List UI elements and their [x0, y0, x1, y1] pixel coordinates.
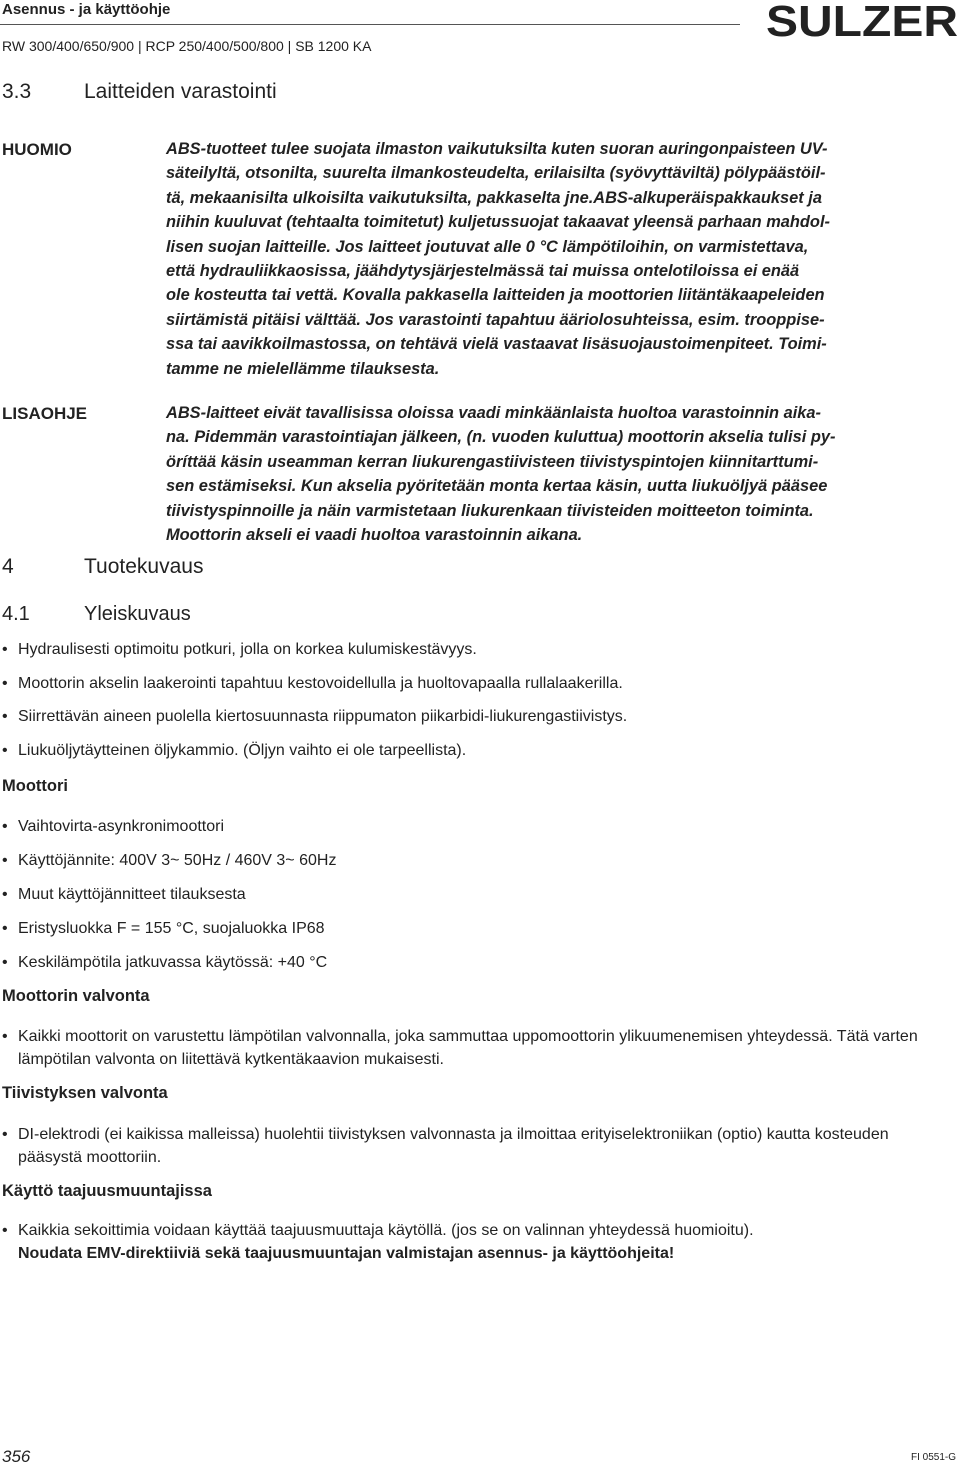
note-line: tä, mekaanisilta ulkoisilta vaikutuksilta, pakkaselta jne.ABS-alkuperäispakkaukset ja [166, 188, 822, 207]
note-line: ABS-tuotteet tulee suojata ilmaston vaikutuksilta kuten suoran auringonpaisteen UV- [166, 140, 828, 158]
vfd-list [2, 1220, 957, 1265]
info-line: sen estämiseksi. Kun akselia pyöritetään monta kertaa käsin, uutta liukuöljyä pääsee [166, 477, 828, 496]
note-line: ole kosteutta tai vettä. Kovalla pakkasella laitteiden ja moottorien liitäntäkaapeleiden [166, 286, 825, 305]
list-item [2, 1220, 957, 1265]
note-line: säteilyltä, otsonilta, suurelta ilmankosteudelta, erilaisilta (syövyttäviltä) pölypäästöil- [166, 164, 826, 183]
section-heading-4 [2, 555, 203, 579]
section-heading-4-1 [2, 603, 191, 626]
section-number: 3.3 [2, 80, 32, 103]
page-header [0, 0, 960, 70]
section-title: Laitteiden varastointi [84, 80, 277, 103]
document-models: RW 300/400/650/900 | RCP 250/400/500/800 | SB 1200 KA [2, 38, 372, 54]
list-item: • Vaihtovirta-asynkronimoottori [2, 816, 957, 839]
list-item: • Hydraulisesti optimoitu potkuri, jolla on korkea kulumiskestävyys. [2, 639, 957, 662]
document-code: FI 0551-G [910, 1452, 956, 1463]
list-item: • DI-elektrodi (ei kaikissa malleissa) huolehtii tiivistyksen valvonnasta ja ilmoittaa erityiselektroniikan (optio) kautta kosteuden pääsystä moottoriin. [2, 1124, 957, 1169]
list-item: • Käyttöjännite: 400V 3~ 50Hz / 460V 3~ 60Hz [2, 850, 957, 873]
section-title: Yleiskuvaus [84, 603, 191, 625]
section-heading-3-3 [2, 80, 277, 104]
list-item: • Liukuöljytäytteinen öljykammio. (Öljyn vaihto ei ole tarpeellista). [2, 740, 957, 763]
list-item: • Keskilämpötila jatkuvassa käytössä: +40 °C [2, 952, 957, 975]
motor-monitoring-heading: Moottorin valvonta [2, 987, 150, 1005]
note-line: niihin kuuluvat (tehtaalta toimitetut) kuljetussuojat takaavat yleensä parhaan mahdol- [166, 213, 830, 232]
vfd-bullet-text: Kaikkia sekoittimia voidaan käyttää taajuusmuuttaja käytöllä. (jos se on valinnan yhteydessä huomioitu). [18, 1222, 754, 1239]
seal-monitoring-heading: Tiivistyksen valvonta [2, 1084, 168, 1102]
list-item: • Moottorin akselin laakerointi tapahtuu kestovoidellulla ja huoltovapaalla rullalaakerilla. [2, 673, 957, 696]
list-item: • Siirrettävän aineen puolella kiertosuunnasta riippumaton piikarbidi-liukurengastiivistys. [2, 706, 957, 729]
header-divider [0, 24, 740, 25]
info-line: tiivistyspinnoille ja näin varmistetaan liukurenkaan tiivisteiden moitteeton toiminta. [166, 501, 814, 520]
section-number: 4.1 [2, 603, 30, 625]
note-label: HUOMIO [2, 140, 72, 159]
page-number: 356 [2, 1447, 31, 1466]
section-title: Tuotekuvaus [84, 555, 204, 578]
motor-monitoring-list [2, 1026, 957, 1071]
note-line: ssa tai aavikkoilmastossa, on tehtävä vielä vastaavat lisäsuojaustoimenpiteet. Toimi- [166, 335, 827, 354]
sulzer-logo [766, 0, 958, 40]
note-text [166, 137, 956, 381]
section-number: 4 [2, 555, 14, 578]
svg-text:SULZER: SULZER [766, 0, 958, 40]
list-item: • Kaikki moottorit on varustettu lämpötilan valvonnalla, joka sammuttaa uppomoottorin ylikuumenemisen yhteydessä. Tätä varten lämpötilan valvonta on liitettävä kytkentäkaavion mukaisesti. [2, 1026, 957, 1071]
info-text [166, 401, 956, 547]
note-line: lisen suojan laitteille. Jos laitteet joutuvat alle 0 °C lämpötiloihin, on varmistettava, [166, 237, 809, 256]
vfd-warning-text: Noudata EMV-direktiiviä sekä taajuusmuuntajan valmistajan asennus- ja käyttöohjeita! [18, 1244, 675, 1262]
document-title: Asennus - ja käyttöohje [2, 1, 171, 18]
info-line: na. Pidemmän varastointiajan jälkeen, (n. vuoden kuluttua) moottorin akselia tulisi py- [166, 428, 836, 447]
info-label: LISAOHJE [2, 404, 88, 423]
list-item: • Eristysluokka F = 155 °C, suojaluokka IP68 [2, 918, 957, 941]
motor-heading: Moottori [2, 777, 68, 795]
info-line: öríttää käsin useamman kerran liukurengastiivisteen tiivistyspintojen kiinnitarttumi- [166, 452, 819, 471]
info-line: Moottorin akseli ei vaadi huoltoa varastoinnin aikana. [166, 526, 583, 545]
seal-monitoring-list [2, 1124, 957, 1169]
list-item: • Muut käyttöjännitteet tilauksesta [2, 884, 957, 907]
note-line: tamme ne mielellämme tilauksesta. [166, 359, 440, 378]
note-line: siirtämistä pitäisi välttää. Jos varastointi tapahtuu ääriolosuhteissa, esim. trooppise- [166, 310, 825, 329]
motor-bullet-list [2, 816, 957, 975]
vfd-heading: Käyttö taajuusmuuntajissa [2, 1182, 212, 1200]
info-line: ABS-laitteet eivät tavallisissa oloissa vaadi minkäänlaista huoltoa varastoinnin aika- [166, 404, 821, 422]
general-bullet-list [2, 639, 957, 762]
note-line: että hydrauliikkaosissa, jäähdytysjärjestelmässä tai muissa ontelotiloissa ei enää [166, 262, 800, 281]
